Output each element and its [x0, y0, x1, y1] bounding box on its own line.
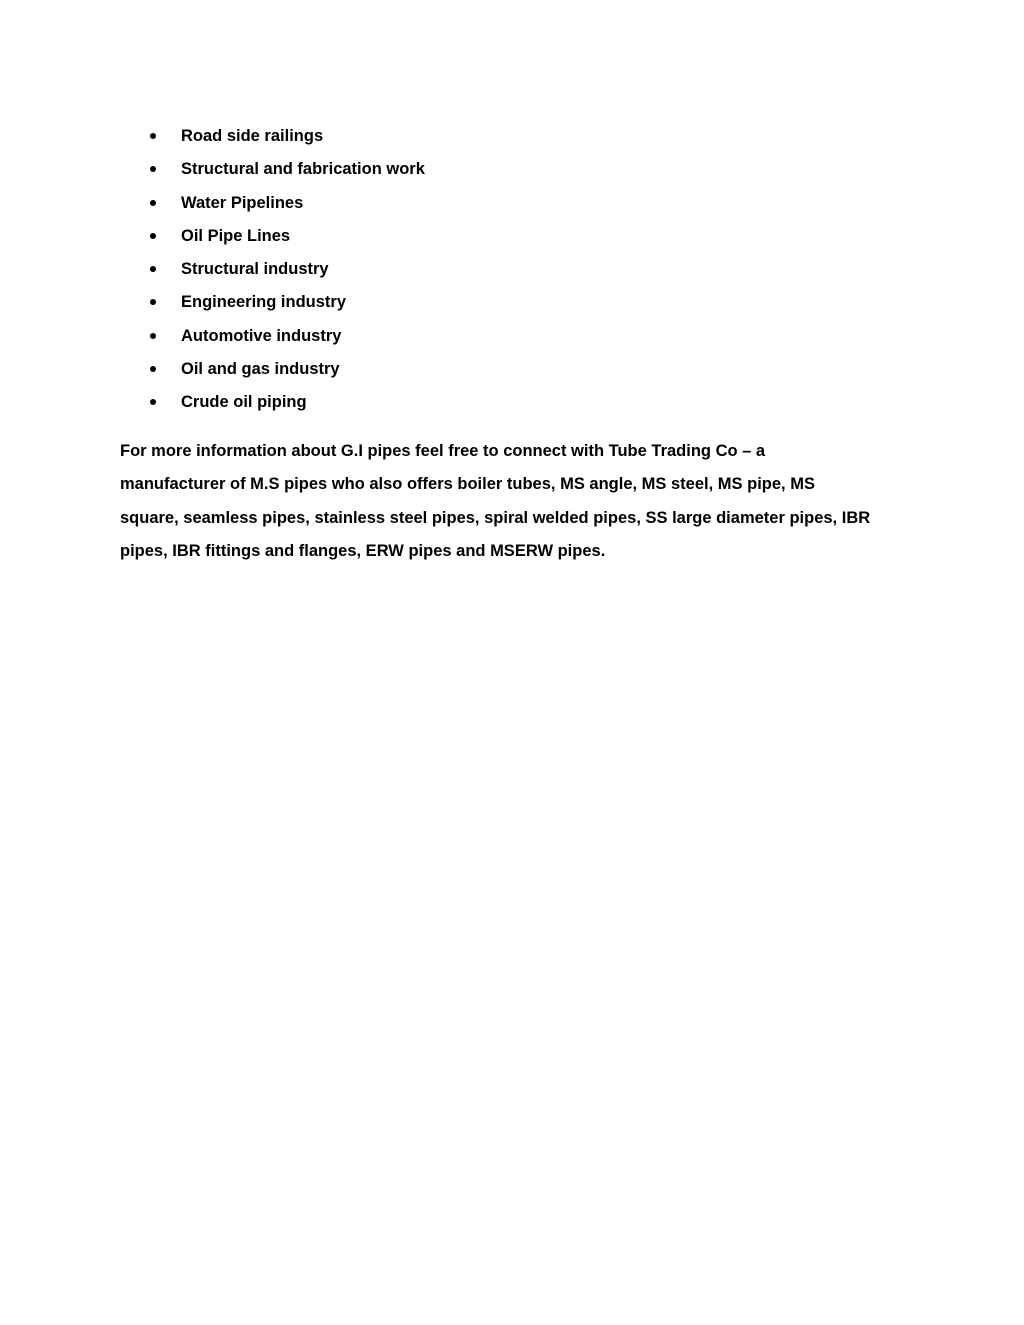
bullet-icon: [150, 166, 156, 172]
bullet-icon: [150, 200, 156, 206]
bullet-icon: [150, 266, 156, 272]
list-item-text: Engineering industry: [181, 293, 347, 312]
list-item-text: Crude oil piping: [181, 393, 307, 412]
bullet-icon: [150, 299, 156, 305]
list-item: [150, 255, 425, 288]
paragraph-line: pipes, IBR fittings and flanges, ERW pipes and MSERW pipes.: [120, 542, 606, 561]
list-item-text: Water Pipelines: [181, 193, 304, 212]
bullet-icon: [150, 366, 156, 372]
bullet-icon: [150, 133, 156, 139]
list-item: [150, 155, 425, 188]
list-item-text: Road side railings: [181, 127, 324, 145]
list-item-text: Oil Pipe Lines: [181, 226, 291, 245]
applications-list: [150, 122, 425, 422]
bullet-icon: [150, 233, 156, 239]
list-item-text: Oil and gas industry: [181, 360, 340, 379]
list-item: [150, 355, 425, 388]
bullet-icon: [150, 399, 156, 405]
list-item-text: Automotive industry: [181, 326, 342, 345]
list-item: [150, 388, 425, 421]
list-item: [150, 288, 425, 321]
paragraph-line: manufacturer of M.S pipes who also offers boiler tubes, MS angle, MS steel, MS pipe, MS: [120, 475, 815, 494]
paragraph-line: For more information about G.I pipes feel free to connect with Tube Trading Co – a: [120, 442, 766, 460]
list-item-text: Structural and fabrication work: [181, 160, 425, 179]
contact-paragraph: [120, 435, 890, 569]
list-item: [150, 122, 425, 155]
paragraph-line: square, seamless pipes, stainless steel pipes, spiral welded pipes, SS large diameter pipes, IBR: [120, 508, 871, 527]
list-item: [150, 189, 425, 222]
list-item-text: Structural industry: [181, 260, 329, 279]
bullet-icon: [150, 333, 156, 339]
list-item: [150, 322, 425, 355]
list-item: [150, 222, 425, 255]
